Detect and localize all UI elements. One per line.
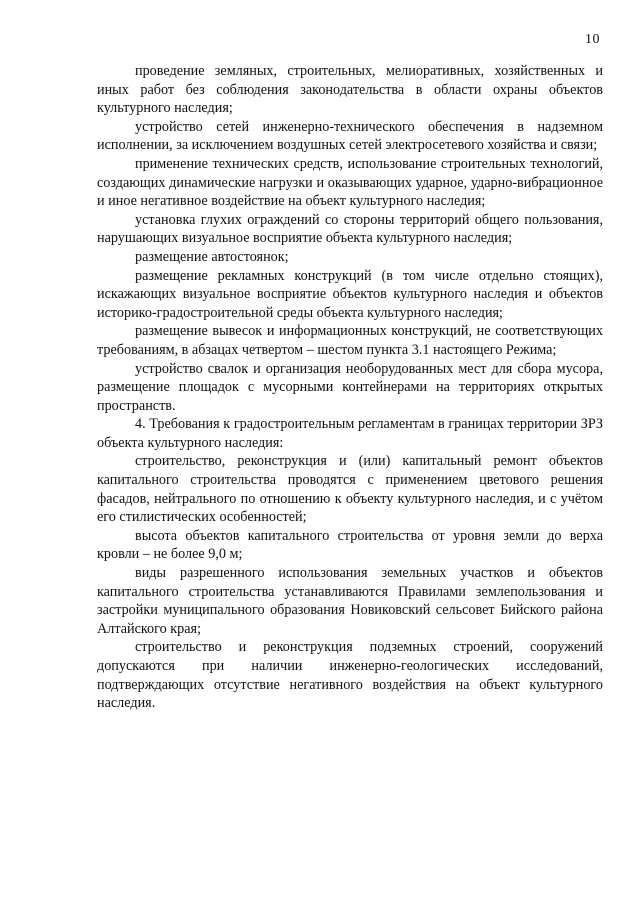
paragraph-technical-means: применение технических средств, использование строительных технологий, создающих динамические нагрузки и оказывающих ударное, ударно-вибрационное и иное негативное воздействие на объект культурного наследия; bbox=[97, 155, 603, 210]
paragraph-engineering-networks: устройство сетей инженерно-технического обеспечения в надземном исполнении, за исключением воздушных сетей электросетевого хозяйства и связи; bbox=[97, 118, 603, 154]
paragraph-advertising: размещение рекламных конструкций (в том числе отдельно стоящих), искажающих визуальное восприятие объектов культурного наследия и объектов историко-градостроительной среды объекта культурного наследия; bbox=[97, 267, 603, 321]
document-body bbox=[97, 62, 603, 713]
paragraph-earthworks: проведение земляных, строительных, мелиоративных, хозяйственных и иных работ без соблюдения законодательства в области охраны объектов культурного наследия; bbox=[97, 63, 603, 117]
paragraph-height-limit: высота объектов капитального строительства от уровня земли до верха кровли – не более 9,0 м; bbox=[97, 527, 603, 563]
paragraph-section-4-heading: 4. Требования к градостроительным регламентам в границах территории ЗРЗ объекта культурного наследия: bbox=[97, 416, 603, 451]
page-number: 10 bbox=[585, 32, 600, 47]
paragraph-permitted-use: виды разрешенного использования земельных участков и объектов капитального строительства устанавливаются Правилами землепользования и застройки муниципального образования Новиковский сельсовет Бийского района Алтайского края; bbox=[97, 565, 603, 637]
paragraph-underground-structures: строительство и реконструкция подземных строений, сооружений допускаются при наличии инженерно-геологических исследований, подтверждающих отсутствие негативного воздействия на объект культурного наследия. bbox=[97, 639, 603, 712]
paragraph-solid-fences: установка глухих ограждений со стороны территорий общего пользования, нарушающих визуальное восприятие объекта культурного наследия; bbox=[97, 211, 603, 247]
paragraph-dumps: устройство свалок и организация необорудованных мест для сбора мусора, размещение площадок с мусорными контейнерами на территориях открытых пространств. bbox=[97, 360, 603, 414]
paragraph-parking: размещение автостоянок; bbox=[135, 248, 289, 265]
paragraph-signboards: размещение вывесок и информационных конструкций, не соответствующих требованиям, в абзацах четвертом – шестом пункта 3.1 настоящего Режима; bbox=[97, 323, 603, 358]
paragraph-construction-colors: строительство, реконструкция и (или) капитальный ремонт объектов капитального строительства проводятся с применением цветового решения фасадов, нейтрального по отношению к объекту культурного наследия, и с учётом его стилистических особенностей; bbox=[97, 453, 603, 526]
